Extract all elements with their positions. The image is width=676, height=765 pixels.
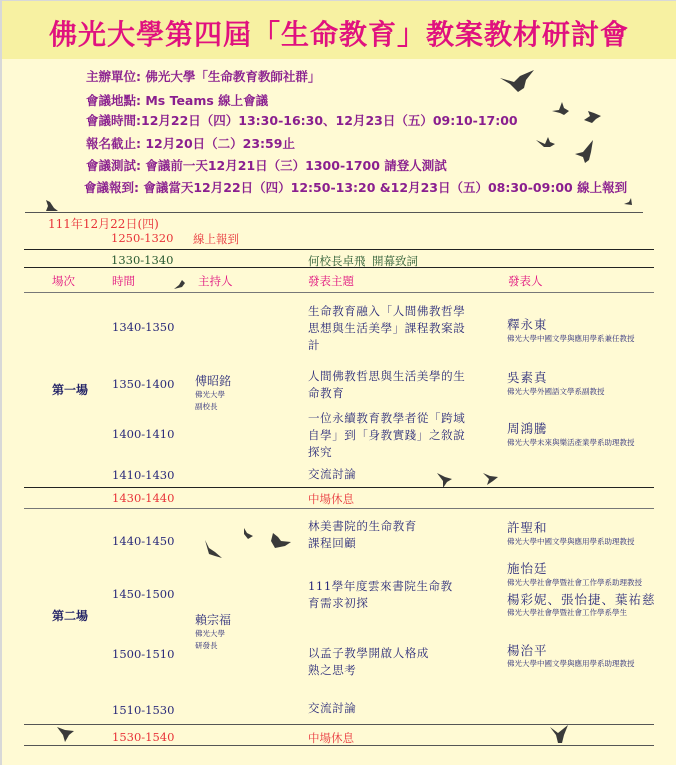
col-header-time: 時間 [112,274,135,288]
item-topic: 交流討論 [308,701,357,715]
host-name: 賴宗福 [195,613,232,627]
presenter-name: 許聖和 [507,520,548,535]
bird-icon [550,725,570,745]
break-time: 1530-1540 [112,730,175,744]
divider [24,267,654,268]
bird-icon [575,140,595,164]
bird-icon [437,473,453,488]
presenter-name: 釋永東 [507,317,548,332]
info-time [86,111,518,129]
break-label: 中場休息 [308,731,354,745]
item-topic: 人間佛教哲思與生活美學的生命教育 [308,369,466,400]
col-header-topic: 發表主題 [308,274,354,288]
opening-speaker: 何校長卓飛 [308,254,366,268]
divider [24,292,654,293]
bird-icon [624,198,633,206]
info-label: 會議測試: [86,158,141,173]
item-time: 1500-1510 [112,647,175,661]
checkin-time: 1250-1320 [111,231,174,245]
info-label: 報名截止: [86,136,141,151]
title-banner [2,1,676,59]
info-checkin [84,178,627,196]
info-value: 會議前一天12月21日（三）1300-1700 請登人測試 [145,158,447,173]
info-label: 主辦單位: [86,69,141,84]
info-value: 會議當天12月22日（四）12:50-13:20 &12月23日（五）08:30-09:00 線上報到 [143,180,628,195]
presenter-affiliation: 佛光大學中國文學與應用學系助理教授 [507,537,635,546]
host-name: 傅昭銘 [195,374,232,388]
item-time: 1400-1410 [112,427,175,441]
item-topic: 111學年度雲來書院生命教育需求初探 [308,579,453,610]
col-header-session: 場次 [52,274,75,288]
info-venue [86,91,268,109]
bird-icon [584,110,602,124]
session-label: 第一場 [52,383,89,397]
info-test [86,156,447,174]
host-title: 研發長 [195,641,218,650]
col-header-presenter: 發表人 [508,274,543,288]
divider [24,249,654,250]
info-value: 佛光大學「生命教育教師社群」 [145,69,321,84]
info-label: 會議地點: [86,93,141,108]
col-header-host: 主持人 [198,274,233,288]
bird-icon [271,533,293,548]
bird-icon [205,540,223,558]
presenter-affiliation: 佛光大學未來與樂活產業學系助理教授 [507,438,635,447]
bird-icon [552,102,570,116]
bird-icon [57,727,75,743]
host-org: 佛光大學 [195,629,225,638]
info-deadline [86,134,295,152]
info-value: 12月22日（四）13:30-16:30、12月23日（五）09:10-17:00 [141,113,518,128]
info-organizer [86,67,320,85]
divider [24,745,654,746]
item-topic: 生命教育融入「人間佛教哲學思想與生活美學」課程教案設計 [308,304,466,352]
item-topic: 以孟子教學開啟人格成熟之思考 [308,646,429,677]
item-topic: 林美書院的生命教育課程回顧 [308,519,417,550]
presenter-name: 楊治平 [507,643,548,658]
presenter-name: 施怡廷 [507,561,548,576]
break-time: 1430-1440 [112,491,175,505]
bird-icon [242,528,254,540]
divider [24,487,654,488]
presenter-affiliation: 佛光大學社會學暨社會工作學系學生 [507,608,627,617]
divider [24,508,654,509]
item-time: 1350-1400 [112,377,175,391]
item-topic: 一位永續教育教學者從「跨域自學」到「身教實踐」之敘說探究 [308,411,466,459]
checkin-label: 線上報到 [193,232,239,246]
bird-icon [500,70,536,96]
bird-icon [44,200,58,212]
session-label: 第二場 [52,609,89,623]
bird-icon [483,473,499,485]
item-time: 1340-1350 [112,320,175,334]
presenter-affiliation: 佛光大學外國語文學系副教授 [507,387,605,396]
break-label: 中場休息 [308,492,354,506]
page-title: 佛光大學第四屆「生命教育」教案教材研討會 [48,18,629,51]
opening-label: 開幕致詞 [372,254,418,268]
presenter-affiliation: 佛光大學中國文學與應用學系兼任教授 [507,334,635,343]
presenter-name: 吳素真 [507,370,548,385]
schedule-date: 111年12月22日(四) [48,217,159,231]
info-value: Ms Teams 線上會議 [145,93,269,108]
info-label: 會議報到: [84,180,139,195]
bird-icon [536,137,556,149]
presenter-name: 周鴻騰 [507,421,548,436]
info-label: 會議時間: [86,113,141,128]
presenter-affiliation: 佛光大學中國文學與應用學系助理教授 [507,659,635,668]
item-time: 1510-1530 [112,703,175,717]
presenter-affiliation: 佛光大學社會學暨社會工作學系助理教授 [507,578,642,587]
presenter-name: 楊彩妮、張怡捷、葉祐慈 [507,592,656,607]
opening-time: 1330-1340 [111,253,174,267]
item-topic: 交流討論 [308,467,357,481]
info-value: 12月20日（二）23:59止 [145,136,295,151]
host-title: 副校長 [195,402,218,411]
host-org: 佛光大學 [195,390,225,399]
item-time: 1440-1450 [112,534,175,548]
item-time: 1450-1500 [112,587,175,601]
bird-icon [174,280,186,289]
divider [25,212,643,213]
item-time: 1410-1430 [112,468,175,482]
